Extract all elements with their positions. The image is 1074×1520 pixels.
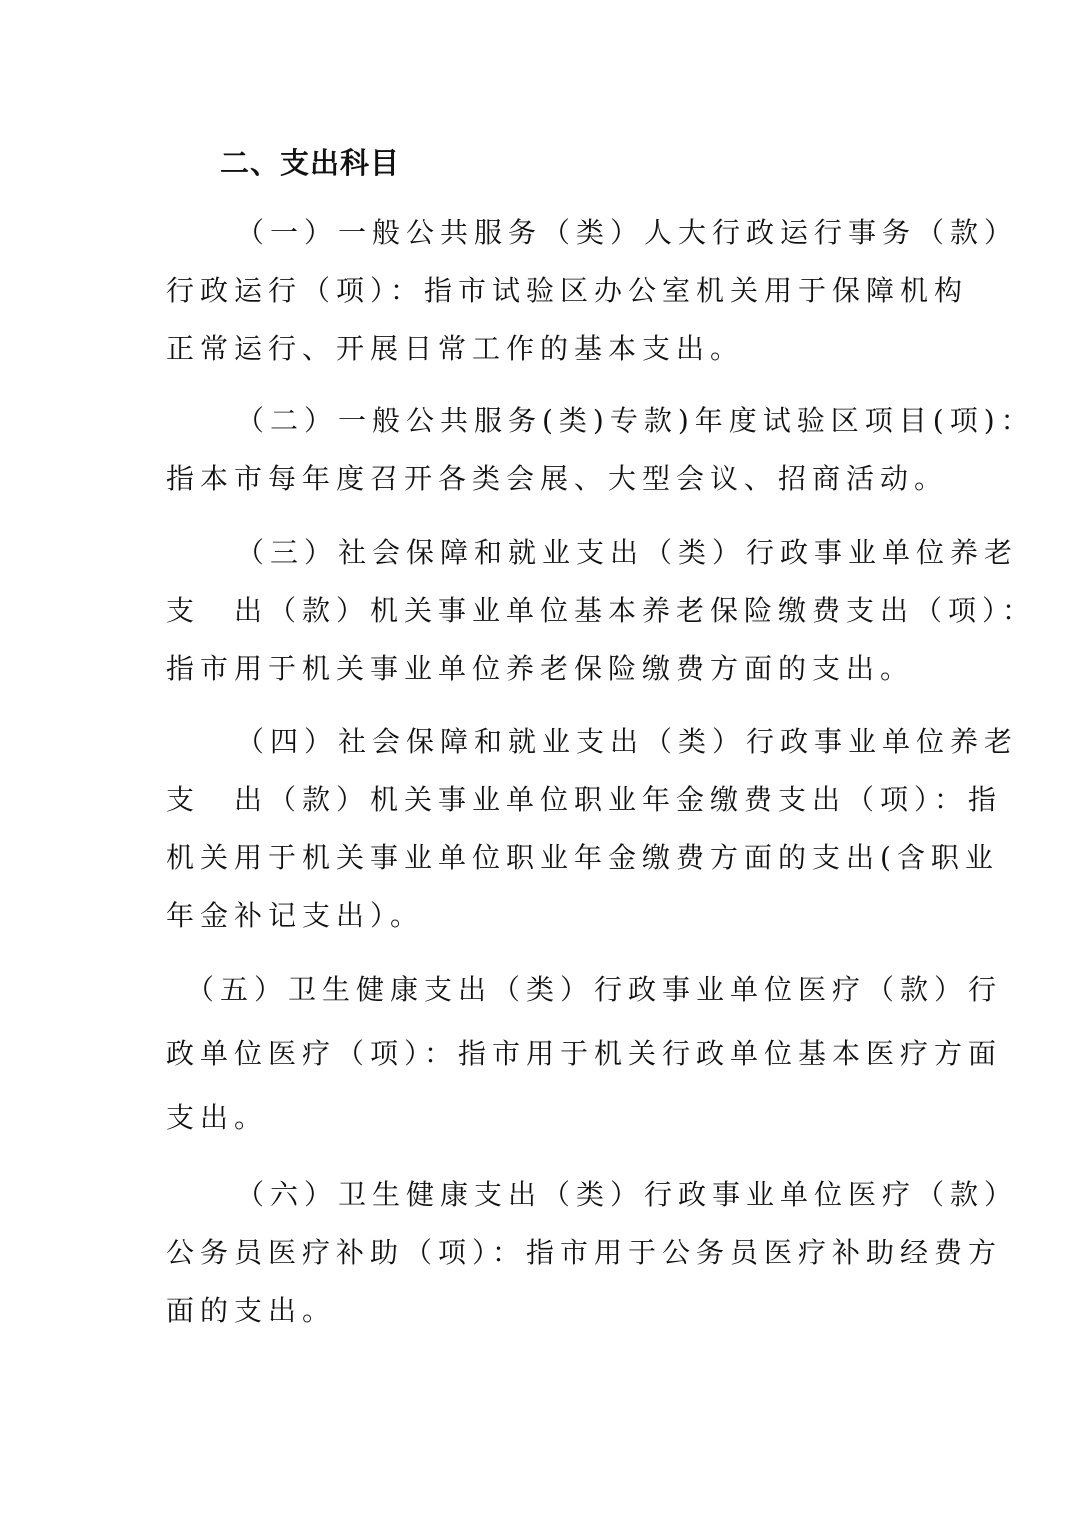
paragraph-1 <box>166 204 1019 378</box>
paragraph-3 <box>166 524 1037 698</box>
paragraph-line: （一）一般公共服务（类）人大行政运行事务（款） <box>236 216 1019 249</box>
paragraph-line: 正常运行、开展日常工作的基本支出。 <box>166 332 745 365</box>
paragraph-line: 指本市每年度召开各类会展、大型会议、招商活动。 <box>166 462 949 495</box>
paragraph-line: 指市用于机关事业单位养老保险缴费方面的支出。 <box>166 652 915 685</box>
paragraph-line: 支 出（款）机关事业单位基本养老保险缴费支出（项）： <box>166 594 1037 627</box>
paragraph-4 <box>166 713 1019 945</box>
paragraph-line: 行政运行（项）：指市试验区办公室机关用于保障机构 <box>166 274 969 307</box>
paragraph-line: （三）社会保障和就业支出（类）行政事业单位养老 <box>236 536 1019 569</box>
paragraph-line: （二）一般公共服务(类)专款)年度试验区项目(项)： <box>236 404 1035 437</box>
paragraph-2 <box>166 392 1035 508</box>
section-heading: 二、支出科目 <box>220 146 401 180</box>
paragraph-line: 公务员医疗补助（项）：指市用于公务员医疗补助经费方 <box>166 1236 1003 1269</box>
paragraph-line: （五）卫生健康支出（类）行政事业单位医疗（款）行 <box>186 973 1003 1006</box>
paragraph-line: 政单位医疗（项）：指市用于机关行政单位基本医疗方面 <box>166 1037 1003 1070</box>
paragraph-line: （六）卫生健康支出（类）行政事业单位医疗（款） <box>236 1178 1019 1211</box>
paragraph-line: 支出。 <box>166 1101 269 1134</box>
paragraph-line: 支 出（款）机关事业单位职业年金缴费支出（项）：指 <box>166 783 1003 816</box>
paragraph-line: 面的支出。 <box>166 1294 337 1327</box>
paragraph-line: （四）社会保障和就业支出（类）行政事业单位养老 <box>236 725 1019 758</box>
paragraph-6 <box>166 1166 1019 1340</box>
paragraph-line: 年金补记支出）。 <box>166 899 425 932</box>
paragraph-5 <box>166 958 1003 1150</box>
paragraph-line: 机关用于机关事业单位职业年金缴费方面的支出(含职业 <box>166 841 999 874</box>
